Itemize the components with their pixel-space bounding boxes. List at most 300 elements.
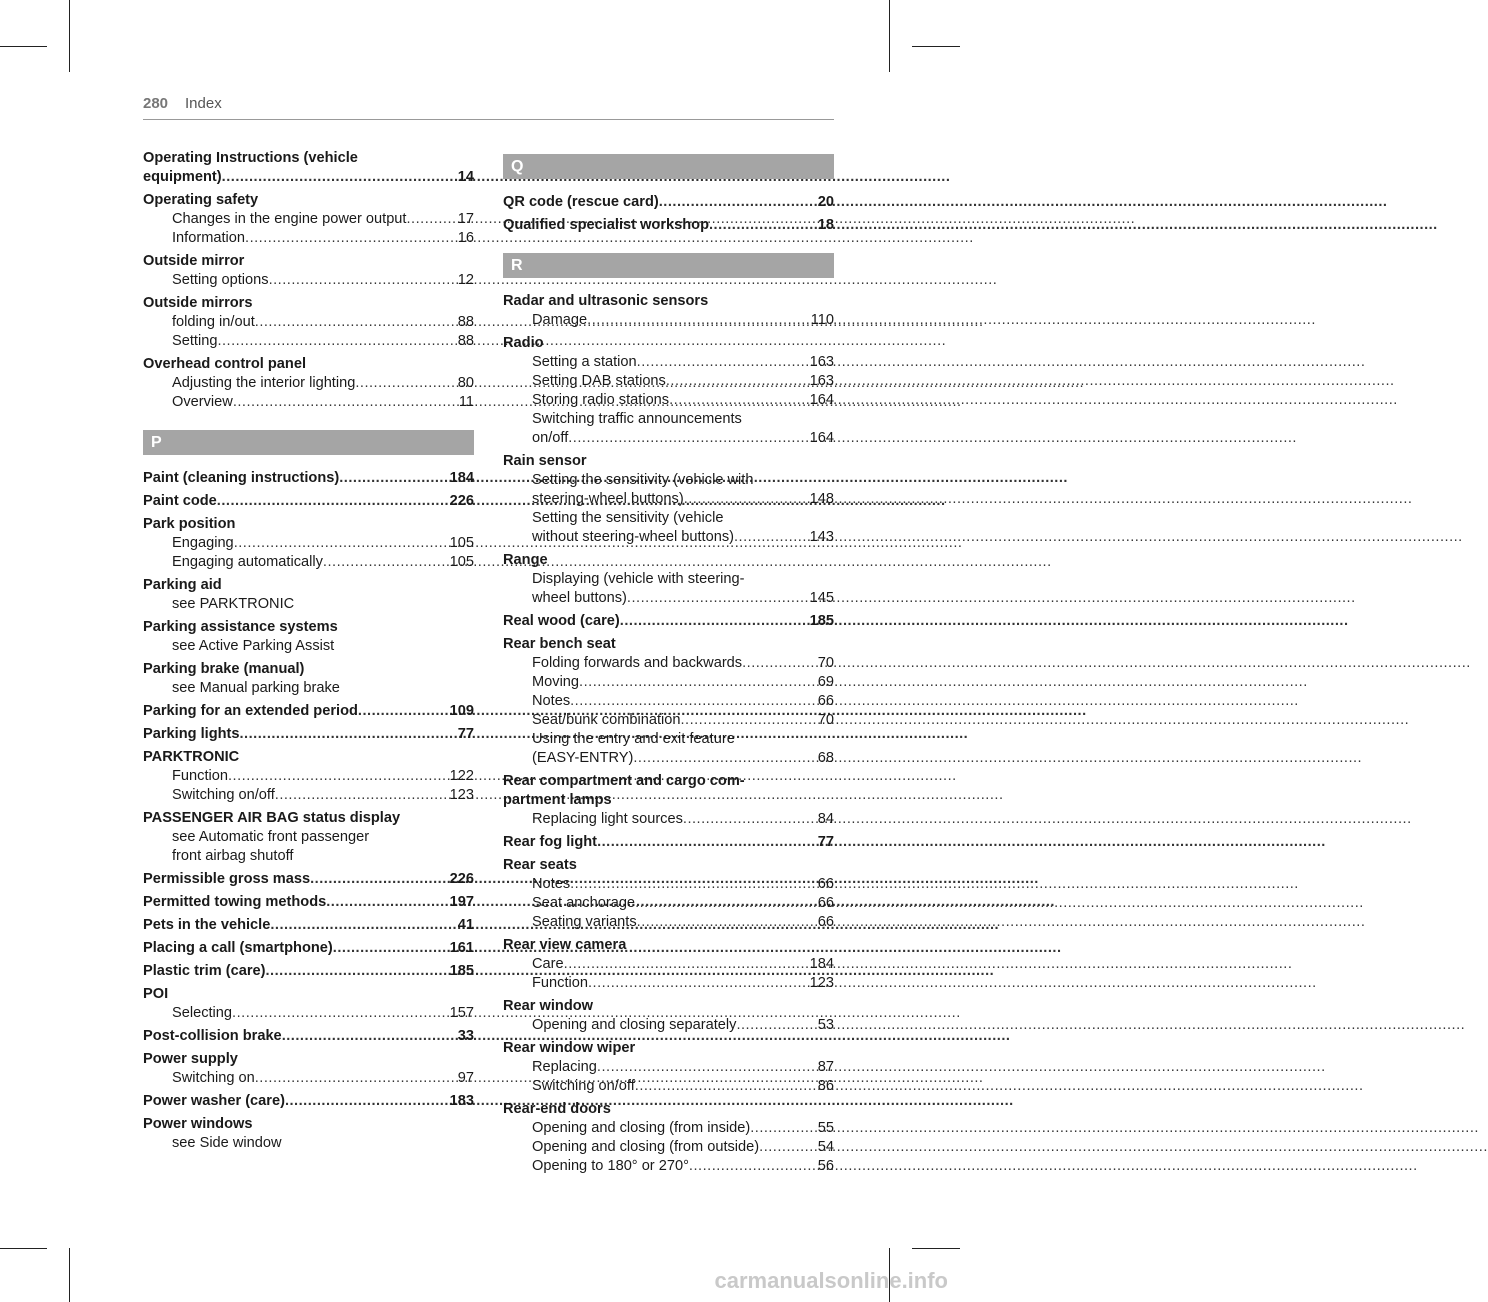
index-subentry[interactable] — [143, 313, 474, 332]
index-entry — [503, 452, 834, 547]
index-entry — [143, 492, 474, 511]
dot-leader — [217, 492, 441, 511]
index-entry-text: see PARKTRONIC — [172, 596, 295, 612]
index-entry-heading[interactable] — [143, 916, 474, 935]
index-entry-heading[interactable] — [143, 893, 474, 912]
page-reference[interactable]: 145 — [809, 590, 834, 606]
index-subentry[interactable] — [503, 429, 834, 448]
index-entry-text: Setting DAB stations — [532, 373, 666, 389]
index-entry-text: Operating safety — [143, 192, 259, 208]
dot-leader — [635, 1077, 809, 1096]
page-reference[interactable]: 66 — [817, 895, 834, 911]
page-reference[interactable]: 97 — [457, 1070, 474, 1086]
page-reference[interactable]: 105 — [449, 554, 474, 570]
index-entry-text: Care — [532, 956, 564, 972]
index-entry-text: Rain sensor — [503, 453, 587, 469]
index-subentry[interactable] — [503, 810, 834, 829]
index-entry-heading[interactable] — [143, 939, 474, 958]
index-entry-text: Radio — [503, 335, 544, 351]
dot-leader — [233, 393, 450, 412]
dot-leader — [255, 313, 449, 332]
page-reference[interactable]: 70 — [817, 655, 834, 671]
dot-leader — [627, 589, 801, 608]
page-reference[interactable]: 164 — [809, 392, 834, 408]
index-entry-text: Changes in the engine power output — [172, 211, 407, 227]
page-reference[interactable]: 110 — [810, 312, 834, 328]
page-reference[interactable]: 86 — [817, 1078, 834, 1094]
index-entry — [143, 149, 474, 187]
page-reference[interactable]: 163 — [809, 354, 834, 370]
section-header-q: Q — [503, 154, 834, 179]
index-entry-heading — [143, 748, 474, 767]
crop-mark — [0, 1248, 47, 1249]
index-entry-text: Opening to 180° or 270° — [532, 1158, 689, 1174]
page-reference[interactable]: 226 — [449, 871, 474, 887]
index-subentry[interactable] — [503, 673, 834, 692]
dot-leader — [689, 1157, 809, 1176]
dot-leader — [355, 374, 448, 393]
index-subentry[interactable] — [503, 711, 834, 730]
page-reference[interactable]: 56 — [817, 1158, 834, 1174]
index-entry — [143, 1092, 474, 1111]
page-reference[interactable]: 87 — [817, 1059, 834, 1075]
page-reference[interactable]: 157 — [449, 1005, 474, 1021]
index-subentry[interactable] — [143, 271, 474, 290]
index-subentry[interactable] — [503, 894, 834, 913]
index-entry — [503, 612, 834, 631]
dot-leader — [282, 1027, 449, 1046]
dot-leader — [234, 534, 441, 553]
dot-leader — [255, 1069, 449, 1088]
index-entry-text: Rear seats — [503, 857, 577, 873]
index-entry — [143, 1027, 474, 1046]
index-entry — [503, 1100, 834, 1176]
page-reference[interactable]: 109 — [449, 703, 474, 719]
page-reference[interactable]: 122 — [449, 768, 474, 784]
index-entry-text: Placing a call (smartphone) — [143, 940, 333, 956]
index-entry-text: Power windows — [143, 1116, 253, 1132]
index-entry-text: Switching on/off — [172, 787, 275, 803]
dot-leader — [633, 749, 808, 768]
index-entry-text: Radar and ultrasonic sensors — [503, 293, 709, 309]
page-reference[interactable]: 80 — [457, 375, 474, 391]
index-entry — [143, 962, 474, 981]
index-entry-heading — [143, 985, 474, 1004]
index-entry-heading[interactable] — [143, 492, 474, 511]
dot-leader — [245, 229, 449, 248]
index-entry-heading — [503, 334, 834, 353]
page-reference[interactable]: 66 — [817, 876, 834, 892]
index-entry-text: Information — [172, 230, 246, 246]
page-reference[interactable]: 185 — [449, 963, 474, 979]
index-entry-heading[interactable] — [143, 702, 474, 721]
index-entry-heading — [143, 191, 474, 210]
dot-leader — [270, 916, 448, 935]
dot-leader — [635, 894, 809, 913]
index-entry-text: (EASY-ENTRY) — [532, 750, 634, 766]
dot-leader — [564, 955, 801, 974]
index-entry-text: Rear-end doors — [503, 1101, 611, 1117]
dot-leader — [659, 193, 809, 212]
dot-leader — [736, 1016, 808, 1035]
index-entry-text: Setting the sensitivity (vehicle with — [532, 472, 754, 488]
index-entry-heading — [143, 576, 474, 595]
index-subentry — [143, 1134, 474, 1153]
page-reference[interactable]: 16 — [457, 230, 474, 246]
index-entry — [503, 334, 834, 448]
page-reference[interactable]: 41 — [457, 917, 474, 933]
index-subentry — [503, 410, 834, 429]
index-subentry[interactable] — [503, 1138, 834, 1157]
index-entry-text: see Automatic front passenger — [172, 829, 370, 845]
index-entry — [503, 635, 834, 768]
page-reference[interactable]: 55 — [817, 1120, 834, 1136]
dot-leader — [217, 332, 448, 351]
page-reference[interactable]: 11 — [458, 394, 474, 410]
page-reference[interactable]: 183 — [449, 1093, 474, 1109]
index-entry-heading — [143, 355, 474, 374]
dot-leader — [587, 311, 802, 330]
page-reference[interactable]: 184 — [449, 470, 474, 486]
index-subentry[interactable] — [143, 553, 474, 572]
index-entry-heading[interactable] — [143, 725, 474, 744]
index-subentry[interactable] — [143, 210, 474, 229]
index-entry-text: Pets in the vehicle — [143, 917, 271, 933]
index-entry — [503, 292, 834, 330]
index-entry-text: Rear bench seat — [503, 636, 616, 652]
page-reference[interactable]: 123 — [809, 975, 834, 991]
index-entry-heading[interactable] — [503, 612, 834, 631]
index-entry — [143, 1050, 474, 1088]
index-subentry[interactable] — [503, 692, 834, 711]
index-entry-text: Outside mirrors — [143, 295, 253, 311]
index-subentry — [143, 679, 474, 698]
page-reference[interactable]: 33 — [457, 1028, 474, 1044]
index-subentry[interactable] — [503, 1077, 834, 1096]
dot-leader — [637, 353, 801, 372]
index-subentry[interactable] — [503, 1157, 834, 1176]
index-entry-heading — [143, 1115, 474, 1134]
page-reference[interactable]: 88 — [457, 333, 474, 349]
index-entry-text: Adjusting the interior lighting — [172, 375, 356, 391]
index-subentry[interactable] — [503, 528, 834, 547]
dot-leader — [588, 974, 801, 993]
index-entry-text: Switching on — [172, 1070, 255, 1086]
index-entry-text: see Side window — [172, 1135, 282, 1151]
index-entry-text: Storing radio stations — [532, 392, 670, 408]
index-subentry[interactable] — [143, 534, 474, 553]
index-entry-text: Parking for an extended period — [143, 703, 358, 719]
crop-mark — [0, 46, 47, 47]
dot-leader — [597, 833, 809, 852]
index-subentry — [143, 595, 474, 614]
page-reference[interactable]: 88 — [457, 314, 474, 330]
index-entry — [143, 985, 474, 1023]
page-reference[interactable]: 185 — [809, 613, 834, 629]
dot-leader — [240, 725, 449, 744]
index-subentry[interactable] — [143, 767, 474, 786]
index-entry-text: Displaying (vehicle with steering- — [532, 571, 745, 587]
dot-leader — [275, 786, 441, 805]
index-entry-text: Setting a station — [532, 354, 637, 370]
page-reference[interactable]: 164 — [809, 430, 834, 446]
index-entry-text: Rear compartment and cargo com- — [503, 773, 745, 789]
index-entry-text: Permitted towing methods — [143, 894, 327, 910]
index-entry-text: Folding forwards and backwards — [532, 655, 743, 671]
index-entry-text: Power washer (care) — [143, 1093, 285, 1109]
page-reference[interactable]: 197 — [449, 894, 474, 910]
index-entry-text: wheel buttons) — [532, 590, 627, 606]
crop-mark — [69, 1248, 70, 1302]
dot-leader — [232, 1004, 441, 1023]
dot-leader — [683, 810, 809, 829]
index-entry-text: Seating variants — [532, 914, 637, 930]
index-subentry[interactable] — [503, 749, 834, 768]
index-entry — [143, 618, 474, 656]
index-entry-heading — [503, 1100, 834, 1119]
page-reference[interactable]: 17 — [457, 211, 474, 227]
page-reference[interactable]: 143 — [809, 529, 834, 545]
index-entry-text: Power supply — [143, 1051, 238, 1067]
page-reference[interactable]: 66 — [817, 693, 834, 709]
index-entry — [143, 576, 474, 614]
index-entry-text: POI — [143, 986, 169, 1002]
index-entry-text: Replacing — [532, 1059, 597, 1075]
index-entry-text: Engaging — [172, 535, 234, 551]
section-header-r: R — [503, 253, 834, 278]
index-entry-heading — [503, 635, 834, 654]
index-entry-text: Notes — [532, 876, 571, 892]
dot-leader — [333, 939, 441, 958]
index-entry-heading — [143, 294, 474, 313]
index-entry — [143, 725, 474, 744]
index-entry-heading — [143, 149, 474, 168]
page-reference[interactable]: 226 — [449, 493, 474, 509]
index-subentry[interactable] — [503, 974, 834, 993]
index-subentry[interactable] — [143, 786, 474, 805]
index-entry-heading — [503, 1039, 834, 1058]
index-entry — [143, 355, 474, 412]
index-subentry[interactable] — [143, 1004, 474, 1023]
index-entry — [143, 939, 474, 958]
dot-leader — [285, 1092, 441, 1111]
index-entry-heading — [143, 515, 474, 534]
index-entry-heading — [503, 936, 834, 955]
dot-leader — [709, 216, 809, 235]
index-subentry[interactable] — [503, 372, 834, 391]
index-entry-text: see Manual parking brake — [172, 680, 340, 696]
index-subentry[interactable] — [143, 332, 474, 351]
index-entry-text: Switching on/off — [532, 1078, 635, 1094]
index-entry-text: Selecting — [172, 1005, 233, 1021]
index-entry-text: Parking assistance systems — [143, 619, 338, 635]
index-subentry[interactable] — [503, 875, 834, 894]
index-entry-text: folding in/out — [172, 314, 255, 330]
index-column-left — [143, 149, 474, 1157]
page-reference[interactable]: 77 — [457, 726, 474, 742]
index-entry-text: Opening and closing separately — [532, 1017, 737, 1033]
index-entry-text: Park position — [143, 516, 236, 532]
dot-leader — [222, 168, 449, 187]
dot-leader — [680, 711, 808, 730]
index-entry — [143, 870, 474, 889]
dot-leader — [750, 1119, 809, 1138]
index-entry-heading[interactable] — [143, 469, 474, 488]
index-entry-text: Setting options — [172, 272, 269, 288]
page-reference[interactable]: 12 — [457, 272, 474, 288]
index-entry-heading[interactable] — [503, 216, 834, 235]
index-entry-text: Parking aid — [143, 577, 222, 593]
page-reference[interactable]: 77 — [817, 834, 834, 850]
index-subentry[interactable] — [503, 1016, 834, 1035]
page-reference[interactable]: 53 — [817, 1017, 834, 1033]
index-subentry[interactable] — [503, 654, 834, 673]
page-reference[interactable]: 148 — [809, 491, 834, 507]
index-subentry[interactable] — [503, 353, 834, 372]
dot-leader — [339, 469, 440, 488]
index-subentry[interactable] — [503, 490, 834, 509]
dot-leader — [734, 528, 801, 547]
page-reference[interactable]: 70 — [817, 712, 834, 728]
index-entry-text: Parking brake (manual) — [143, 661, 305, 677]
index-subentry — [503, 570, 834, 589]
index-entry-text: Rear view camera — [503, 937, 627, 953]
index-entry — [143, 660, 474, 698]
index-entry — [143, 916, 474, 935]
index-subentry — [503, 509, 834, 528]
page-reference[interactable]: 84 — [817, 811, 834, 827]
index-entry — [143, 809, 474, 866]
index-entry-heading — [503, 997, 834, 1016]
index-entry-text: Operating Instructions (vehicle — [143, 150, 358, 166]
index-entry-text: Setting — [172, 333, 218, 349]
page-reference[interactable]: 54 — [817, 1139, 834, 1155]
section-header-p: P — [143, 430, 474, 455]
index-entry-text: Parking lights — [143, 726, 240, 742]
index-entry-heading[interactable] — [143, 1027, 474, 1046]
dot-leader — [310, 870, 441, 889]
index-entry-heading[interactable] — [503, 193, 834, 212]
dot-leader — [570, 692, 809, 711]
page-reference[interactable]: 161 — [449, 940, 474, 956]
page-reference[interactable]: 184 — [809, 956, 834, 972]
index-entry-heading — [503, 292, 834, 311]
index-entry — [143, 1115, 474, 1153]
index-subentry[interactable] — [503, 913, 834, 932]
index-subentry — [503, 730, 834, 749]
index-subentry[interactable] — [503, 1058, 834, 1077]
index-entry — [143, 893, 474, 912]
page-reference[interactable]: 123 — [449, 787, 474, 803]
index-subentry — [143, 828, 474, 847]
index-subentry — [143, 847, 474, 866]
index-entry — [503, 772, 834, 829]
index-entry-heading[interactable] — [143, 168, 474, 187]
index-entry-text: Switching traffic announcements — [532, 411, 742, 427]
crop-mark — [889, 0, 890, 72]
page-reference[interactable]: 105 — [449, 535, 474, 551]
index-entry-text: Notes — [532, 693, 571, 709]
page-number: 280 — [143, 95, 169, 112]
index-entry-text: Moving — [532, 674, 580, 690]
dot-leader — [568, 429, 800, 448]
dot-leader — [406, 210, 448, 229]
index-entry-text: partment lamps — [503, 792, 612, 808]
index-entry-text: Overhead control panel — [143, 356, 307, 372]
index-subentry — [143, 637, 474, 656]
index-entry — [143, 294, 474, 351]
index-entry-text: Seat anchorage — [532, 895, 636, 911]
index-entry — [503, 856, 834, 932]
index-entry-text: Using the entry and exit feature — [532, 731, 735, 747]
index-entry-text: Plastic trim (care) — [143, 963, 266, 979]
index-entry-text: on/off — [532, 430, 569, 446]
index-entry — [143, 702, 474, 721]
index-entry-heading — [143, 252, 474, 271]
dot-leader — [742, 654, 809, 673]
index-subentry — [503, 471, 834, 490]
index-subentry[interactable] — [503, 391, 834, 410]
dot-leader — [759, 1138, 809, 1157]
page-reference[interactable]: 69 — [817, 674, 834, 690]
index-subentry[interactable] — [503, 589, 834, 608]
index-entry-text: Rear window wiper — [503, 1040, 636, 1056]
index-subentry[interactable] — [503, 955, 834, 974]
index-entry-heading — [143, 618, 474, 637]
index-subentry[interactable] — [143, 374, 474, 393]
page-header-title: Index — [185, 95, 222, 112]
index-entry-heading — [503, 856, 834, 875]
index-subentry[interactable] — [143, 393, 474, 412]
index-entry-heading[interactable] — [503, 833, 834, 852]
page-reference[interactable]: 66 — [817, 914, 834, 930]
page-header — [143, 95, 834, 120]
index-entry — [503, 1039, 834, 1096]
index-entry-heading — [503, 551, 834, 570]
page-reference[interactable]: 18 — [817, 217, 834, 233]
page-reference[interactable]: 20 — [817, 194, 834, 210]
index-entry-heading — [143, 1050, 474, 1069]
index-entry-text: Rear fog light — [503, 834, 598, 850]
index-entry — [503, 833, 834, 852]
index-subentry[interactable] — [143, 1069, 474, 1088]
index-entry-text: Outside mirror — [143, 253, 245, 269]
index-subentry[interactable] — [143, 229, 474, 248]
index-entry — [503, 193, 834, 212]
index-subentry[interactable] — [503, 311, 834, 330]
dot-leader — [579, 673, 809, 692]
index-entry-text: Qualified specialist workshop — [503, 217, 709, 233]
page-reference[interactable]: 68 — [817, 750, 834, 766]
index-subentry[interactable] — [503, 1119, 834, 1138]
page-reference[interactable]: 163 — [809, 373, 834, 389]
index-entry-text: PARKTRONIC — [143, 749, 240, 765]
index-entry — [503, 216, 834, 235]
dot-leader — [666, 372, 801, 391]
index-entry-heading[interactable] — [143, 870, 474, 889]
dot-leader — [228, 767, 441, 786]
index-entry-text: Permissible gross mass — [143, 871, 311, 887]
index-entry-heading[interactable] — [143, 1092, 474, 1111]
index-entry-text: Damage — [532, 312, 588, 328]
page-reference[interactable]: 14 — [457, 169, 474, 185]
index-entry-text: Setting the sensitivity (vehicle — [532, 510, 724, 526]
index-entry-text: steering-wheel buttons) — [532, 491, 684, 507]
index-entry — [503, 936, 834, 993]
index-entry — [503, 551, 834, 608]
index-entry-heading — [503, 791, 834, 810]
index-entry-heading[interactable] — [143, 962, 474, 981]
